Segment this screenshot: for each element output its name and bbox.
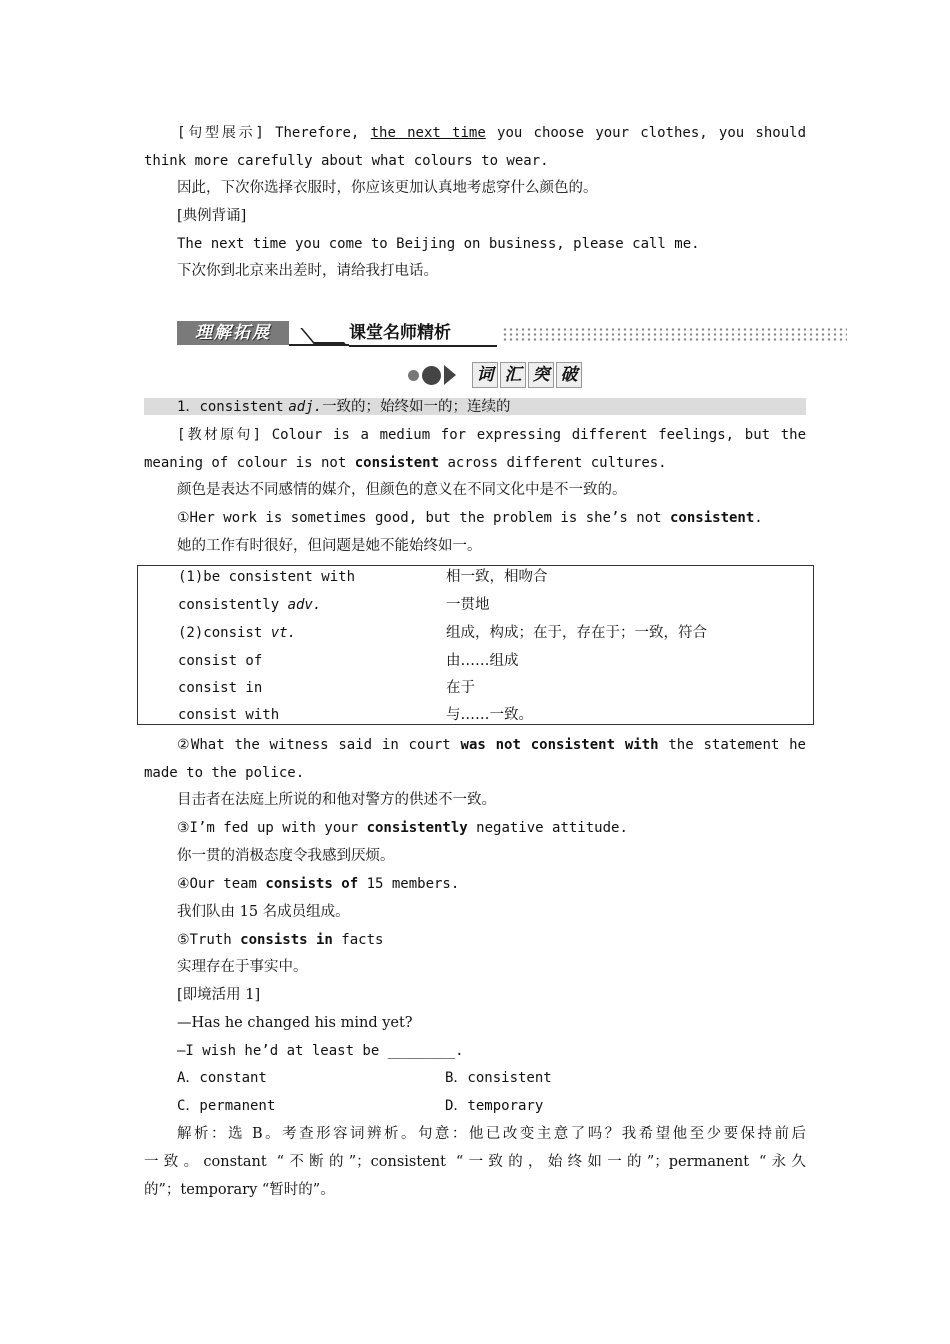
example-3-after: negative attitude. <box>476 820 628 836</box>
example-5-bold: consists in <box>240 932 333 948</box>
banner-step-decoration <box>289 328 349 346</box>
table-cell-meaning: 与……一致。 <box>446 707 533 723</box>
option-a: A．constant <box>177 1070 267 1086</box>
pattern-zh: 因此，下次你选择衣服时，你应该更加认真地考虑穿什么颜色的。 <box>177 180 598 196</box>
exercise-options-row-2 <box>177 1096 806 1116</box>
table-row <box>178 678 808 698</box>
table-cell-meaning: 相一致，相吻合 <box>446 569 548 585</box>
large-dot-icon <box>422 366 441 385</box>
example-5-after: facts <box>341 932 384 948</box>
option-d: D．temporary <box>445 1098 544 1114</box>
table-cell-phrase: consist with <box>178 707 280 723</box>
pattern-en-rest: you choose your clothes, you should <box>497 125 806 141</box>
item-pos: adj. <box>288 399 323 415</box>
analysis-line-2: 一致。constant “不断的”；consistent “一致的，始终如一的”；permanent “永久 <box>144 1154 806 1170</box>
item-meaning: 一致的；始终如一的；连续的 <box>322 399 511 415</box>
banner-underline <box>349 345 497 347</box>
example-3-bold: consistently <box>366 820 468 836</box>
textbook-line-2-before: meaning of colour is not <box>144 455 347 471</box>
example-3 <box>177 818 806 838</box>
table-cell-phrase: consist of <box>178 653 263 669</box>
example-2-line-2: made to the police. <box>144 765 305 781</box>
example-4-before: ④Our team <box>177 876 257 892</box>
example-2-before: ②What the witness said in court <box>177 737 451 753</box>
table-row <box>178 623 808 643</box>
textbook-line-1 <box>177 425 806 445</box>
example-2-zh: 目击者在法庭上所说的和他对警方的供述不一致。 <box>177 792 496 808</box>
analysis-line-3: 的”；temporary “暂时的”。 <box>144 1182 335 1198</box>
vocab-char: 汇 <box>500 362 526 388</box>
table-row <box>178 651 808 671</box>
example-5 <box>177 930 806 950</box>
exercise-label: [即境活用 1] <box>177 987 261 1003</box>
example-1-before: ①Her work is sometimes good, but the problem is she’s not <box>177 510 662 526</box>
pattern-label: [句型展示] <box>177 125 264 141</box>
example-label: [典例背诵] <box>177 208 247 224</box>
pattern-line-2: think more carefully about what colours to wear. <box>144 153 549 169</box>
table-cell-meaning: 由……组成 <box>446 653 519 669</box>
option-c: C．permanent <box>177 1098 276 1114</box>
example-2 <box>177 735 806 755</box>
example-en: The next time you come to Beijing on business, please call me. <box>177 236 700 252</box>
textbook-line-2 <box>144 453 806 473</box>
table-cell-phrase: (1)be consistent with <box>178 569 356 585</box>
example-1-bold: consistent <box>670 510 755 526</box>
table-cell-phrase: consist in <box>178 680 263 696</box>
arrow-icon <box>444 365 456 385</box>
example-4-after: 15 members. <box>366 876 460 892</box>
vocab-char: 破 <box>556 362 582 388</box>
exercise-question-1: —Has he changed his mind yet? <box>177 1015 413 1031</box>
textbook-text: Colour is a medium for expressing different feelings, but the <box>271 427 806 443</box>
textbook-label: [教材原句] <box>177 427 262 443</box>
example-4 <box>177 874 806 894</box>
example-2-bold: was not consistent with <box>460 737 659 753</box>
small-dot-icon <box>408 370 419 381</box>
table-cell-phrase: consistently adv. <box>178 597 322 613</box>
example-5-before: ⑤Truth <box>177 932 232 948</box>
item-number: 1． <box>177 399 200 415</box>
item-word: consistent <box>199 399 284 415</box>
example-1 <box>177 508 806 528</box>
vocab-char: 突 <box>528 362 554 388</box>
textbook-line-2-after: across different cultures. <box>447 455 667 471</box>
pattern-en-before: Therefore, <box>275 125 360 141</box>
table-row <box>178 705 808 725</box>
example-1-zh: 她的工作有时很好，但问题是她不能始终如一。 <box>177 538 482 554</box>
table-row <box>178 567 808 587</box>
item-heading <box>177 397 806 417</box>
banner-dot-pattern <box>502 327 847 341</box>
phrase-table <box>137 565 814 725</box>
example-2-after: the statement he <box>668 737 806 753</box>
vocab-char: 词 <box>472 362 498 388</box>
example-1-after: . <box>754 510 763 526</box>
exercise-options-row-1 <box>177 1068 806 1088</box>
example-4-bold: consists of <box>265 876 359 892</box>
table-cell-meaning: 在于 <box>446 680 475 696</box>
textbook-bold-word: consistent <box>354 455 440 471</box>
exercise-question-2: —I wish he’d at least be ________. <box>177 1043 464 1059</box>
table-cell-meaning: 一贯地 <box>446 597 490 613</box>
example-4-zh: 我们队由 15 名成员组成。 <box>177 904 350 920</box>
pattern-underlined-phrase: the next time <box>370 125 486 141</box>
analysis-line-1: 解析：选 B。考查形容词辨析。句意：他已改变主意了吗？我希望他至少要保持前后 <box>177 1126 806 1142</box>
example-zh: 下次你到北京来出差时，请给我打电话。 <box>177 263 438 279</box>
table-cell-phrase: (2)consist vt. <box>178 625 297 641</box>
banner-title: 课堂名师精析 <box>349 323 451 343</box>
example-5-zh: 实理存在于事实中。 <box>177 959 308 975</box>
pattern-line-1 <box>177 123 806 143</box>
table-row <box>178 595 808 615</box>
table-cell-meaning: 组成，构成；在于，存在于；一致，符合 <box>446 625 707 641</box>
banner-tag: 理解拓展 <box>177 321 289 345</box>
section-banner <box>177 318 847 348</box>
textbook-zh: 颜色是表达不同感情的媒介，但颜色的意义在不同文化中是不一致的。 <box>177 482 627 498</box>
example-3-before: ③I’m fed up with your <box>177 820 359 836</box>
option-b: B．consistent <box>445 1070 552 1086</box>
example-3-zh: 你一贯的消极态度令我感到厌烦。 <box>177 848 395 864</box>
